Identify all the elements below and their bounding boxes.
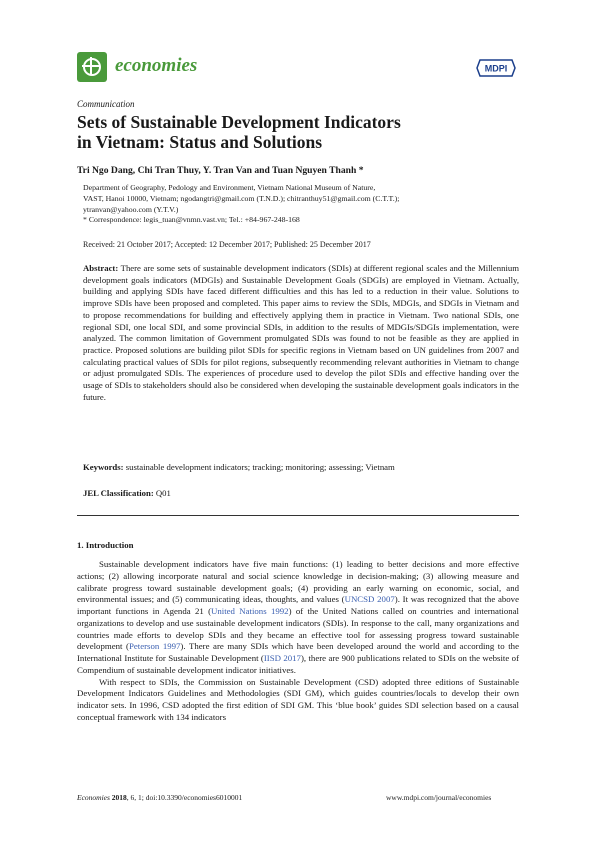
jel-text: Q01 [155,488,171,498]
citation-link-uncsd[interactable]: UNCSD 2007 [344,594,395,605]
citation-link-iisd[interactable]: IISD 2017 [263,653,301,663]
publication-dates: Received: 21 October 2017; Accepted: 12 December 2017; Published: 25 December 2017 [83,240,371,249]
footer-doi: , 6, 1; doi:10.3390/economies6010001 [126,793,243,802]
journal-name: economies [115,55,198,76]
introduction-body [77,559,519,724]
section-divider [77,515,519,516]
paragraph-2: With respect to SDIs, the Commission on Sustainable Development (CSD) adopted three editions of Sustainable Development Indicators Guidelines and Methodologies (SDI GM), which guides countries/locals to develop their own indicator sets. In 1996, CSD adopted the first edition of SDI GM. This ‘blue book’ guides SDI selection based on a causal conceptual framework with 134 indicators [77,676,519,722]
abstract-text: There are some sets of sustainable development indicators (SDIs) at different regional scales and the Millennium development goals indicators (MDGIs) and Sustainable Development Goals (SDGIs) are employed in Vietnam. Actually, building and applying SDIs have faced different difficulties and this has led to a reduction in their value. Solutions to improve SDIs have been proposed and completed. This paper aims to review the SDIs, MDGIs, and SDGIs in Vietnam and to propose recommendations for building and effectively applying them in practice in Vietnam. Two national SDIs, one regional SDI, one local SDI, and some provincial SDIs, in addition to the results of MDGIs/SDGIs implementation, were analyzed. The common limitation of Government promulgated SDIs was found to not be feasible as they are applied in practice. Proposed solutions are building pilot SDIs for specific regions in Vietnam based on UN guidelines from 2007 and calculating practical values of SDIs for pilot regions, subsequently recommending relevant authorities in Vietnam to change or adjust promulgated SDIs. The experiences of procedure used to develop the pilot SDIs and effective handing over the usage of SDIs to stakeholders should also be considered when developing the sustainable development goals indicators in the future. [83,263,519,402]
abstract [83,263,519,403]
paragraph-1: Sustainable development indicators have five main functions: (1) leading to better decisions and more effective actions; (2) allowing incorporate natural and social science knowledge in decision-making; (3) allowing measure and calibrate progress toward sustainable development goals; (4) providing an early warning on economic, social, and environmental issues; and (5) communicating ideas, thoughts, and values (UNCSD 2007). It was recognized that the above important functions in Agenda 21 (United Nations 1992) of the United Nations called on countries and international organizations to develop and use sustainable development indicators (SDIs). In response to the call, many organizations and countries made efforts to develop SDIs and they became an effective tool for assessing progress toward sustainable development (Peterson 1997). There are many SDIs which have been developed around the world and according to the International Institute for Sustainable Development (IISD 2017), there are 900 publications related to SDIs on the website of Compendium of sustainable development indicator initiatives. [77,559,519,675]
section-type: Communication [77,99,135,109]
title-line-1: Sets of Sustainable Development Indicators [77,112,401,132]
footer-citation [77,793,242,802]
keywords-text: sustainable development indicators; tracking; monitoring; assessing; Vietnam [125,462,395,472]
footer-year: 2018 [111,793,127,802]
abstract-label: Abstract: [83,263,119,273]
title-line-2: in Vietnam: Status and Solutions [77,132,323,152]
keywords [83,462,395,472]
citation-link-peterson[interactable]: Peterson 1997 [128,641,181,652]
correspondence: * Correspondence: legis_tuan@vnmn.vast.vn; Tel.: +84-967-248-168 [83,215,300,225]
affiliations [83,183,523,226]
section-heading: 1. Introduction [77,540,134,550]
journal-logo-icon [77,52,107,82]
jel-classification [83,488,171,498]
footer-url[interactable]: www.mdpi.com/journal/economies [386,793,492,802]
jel-label: JEL Classification: [83,488,154,498]
author-list: Tri Ngo Dang, Chi Tran Thuy, Y. Tran Van and Tuan Nguyen Thanh * [77,165,364,176]
affiliation-line-2: VAST, Hanoi 10000, Vietnam; ngodangtri@gmail.com (T.N.D.); chitranthuy51@gmail.com (C.T.T.); [83,193,400,203]
article-title [77,112,517,152]
footer-journal: Economies [77,793,110,802]
mdpi-logo-text: MDPI [484,63,508,74]
mdpi-logo-icon [476,58,516,78]
keywords-label: Keywords: [83,462,124,472]
citation-link-un[interactable]: United Nations 1992 [211,606,289,616]
affiliation-line-1: Department of Geography, Pedology and Environment, Vietnam National Museum of Nature, [83,183,376,192]
affiliation-line-3: ytranvan@yahoo.com (Y.T.V.) [83,204,179,214]
